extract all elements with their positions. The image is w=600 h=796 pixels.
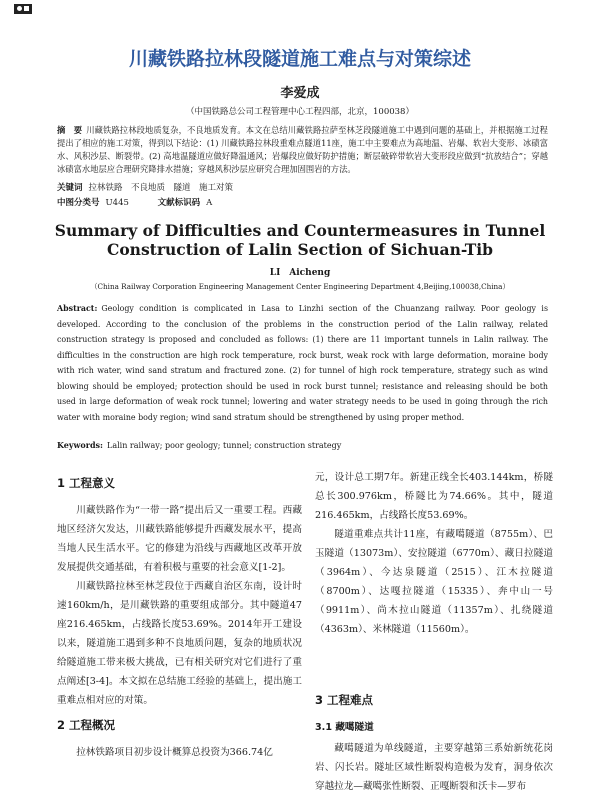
keywords-chinese-label: 关键词 <box>57 183 83 193</box>
abstract-chinese-label: 摘 要 <box>57 125 83 135</box>
keywords-english-text: Lalin railway; poor geology; tunnel; construction strategy <box>107 441 342 450</box>
abstract-chinese-text: 川藏铁路拉林段地质复杂，不良地质发育。本文在总结川藏铁路拉萨至林芝段隧道施工中遇到问题的基础上，并根据施工过程提出了相应的施工对策，得到以下结论：(1) 川藏铁路拉林段重难点隧道11座，施工中主要难点为高地温、岩爆、软岩大变形、冰碛富水、风积沙层、断裂带。(2) 高地温隧道应做好降温通风；岩爆段应做好防护措施；断层破碎带软岩大变形段应做到“抗放结合”；穿越冰碛富水地层应合理研究降排水措施；穿越风积沙层应研究合理加固围岩的方法。 <box>57 125 548 174</box>
title-chinese: 川藏铁路拉林段隧道施工难点与对策综述 <box>128 48 471 70</box>
section-2-heading: 2 工程概况 <box>57 718 116 732</box>
affiliation-chinese: （中国铁路总公司工程管理中心工程四部，北京，100038） <box>186 107 414 117</box>
class-no: U445 <box>105 198 129 208</box>
section-3-heading: 3 工程难点 <box>315 693 374 707</box>
section-1-paragraph-1: 川藏铁路作为“一带一路”提出后又一重要工程。西藏地区经济欠发达，川藏铁路能够提升西藏发展水平，提高当地人民生活水平。它的修建为沿线与西藏地区改革开放发展提供交通基础，有着积极与重要的社会意义[1-2]。 <box>57 505 302 573</box>
doc-code: A <box>206 198 213 208</box>
abstract-english-label: Abstract: <box>57 304 98 313</box>
body-left-column <box>57 468 302 762</box>
title-english: Summary of Difficulties and Countermeasures in Tunnel Construction of Lalin Section of Sichuan-Tib <box>54 221 546 259</box>
abstract-chinese <box>57 124 548 176</box>
author-english: LI Aicheng <box>269 268 331 278</box>
abstract-english <box>57 301 548 425</box>
author-chinese: 李爱成 <box>280 86 320 101</box>
doc-code-label: 文献标识码 <box>157 198 201 208</box>
abstract-english-text: Geology condition is complicated in Lasa to Linzhi section of the Chuanzang railway. Poor geology is developed. According to the conclusion of the problems in the construction period of the Lalin railway, related construction strategy is proposed and concluded as follows: (1) there are 11 important tunnels in Lalin railway. The difficulties in the construction are high rock temperature, rock burst, weak rock with large deformation, moraine body with rich water, wind sand stratum and fractured zone. (2) for tunnel of high rock temperature, strategy such as wind blowing should be employed; protection should be used in rock burst tunnel; resistance and releasing should be both used in large deformation of weak rock tunnel; lowering and water strategy needs to be used in going through the rich water with moraine body region; wind sand stratum should be strengthened by using proper method. <box>57 304 548 422</box>
section-1-heading: 1 工程意义 <box>57 476 116 490</box>
section-1-paragraph-2: 川藏铁路拉林至林芝段位于西藏自治区东南，设计时速160km/h，是川藏铁路的重要组成部分。其中隧道47座216.465km，占线路长度53.69%。2014年开工建设以来，隧道施工遇到多种不良地质问题，复杂的地质状况给隧道施工带来极大挑战，已有相关研究对它们进行了重点阐述[3-4]。本文拟在总结施工经验的基础上，提出施工重难点相对应的对策。 <box>57 581 302 706</box>
classification-line <box>57 196 212 208</box>
journal-logo <box>14 4 32 14</box>
affiliation-english: （China Railway Corporation Engineering Management Center Engineering Department 4,Beijing,100038,China） <box>90 282 510 291</box>
section-3-paragraph-1: 藏噶隧道为单线隧道，主要穿越第三系始新统花岗岩、闪长岩。隧址区域性断裂构造极为发育，洞身依次穿越拉龙—藏噶张性断裂、正嘎断裂和沃卡—罗布 <box>315 743 553 792</box>
keywords-english <box>57 440 341 450</box>
keywords-chinese <box>57 181 233 193</box>
class-no-label: 中图分类号 <box>57 198 100 208</box>
section-2-paragraph-1: 拉林铁路项目初步设计概算总投资为366.74亿 <box>76 747 273 758</box>
keywords-chinese-text: 拉林铁路 不良地质 隧道 施工对策 <box>88 183 234 193</box>
keywords-english-label: Keywords: <box>57 440 104 450</box>
right-paragraph-1: 元，设计总工期7年。新建正线全长403.144km，桥隧总长300.976km，桥隧比为74.66%。其中，隧道216.465km，占线路长度53.69%。 <box>315 472 553 521</box>
right-paragraph-2: 隧道重难点共计11座，有藏噶隧道（8755m）、巴玉隧道（13073m）、安拉隧道（6770m）、藏日拉隧道（3964m）、今达泉隧道（2515）、江木拉隧道（8700m）、达嘎拉隧道（15335）、奔中山一号（9911m）、尚木拉山隧道（11357m）、扎绕隧道（4363m）、米林隧道（11560m）。 <box>315 529 553 635</box>
section-3-1-heading: 3.1 藏噶隧道 <box>315 722 374 733</box>
